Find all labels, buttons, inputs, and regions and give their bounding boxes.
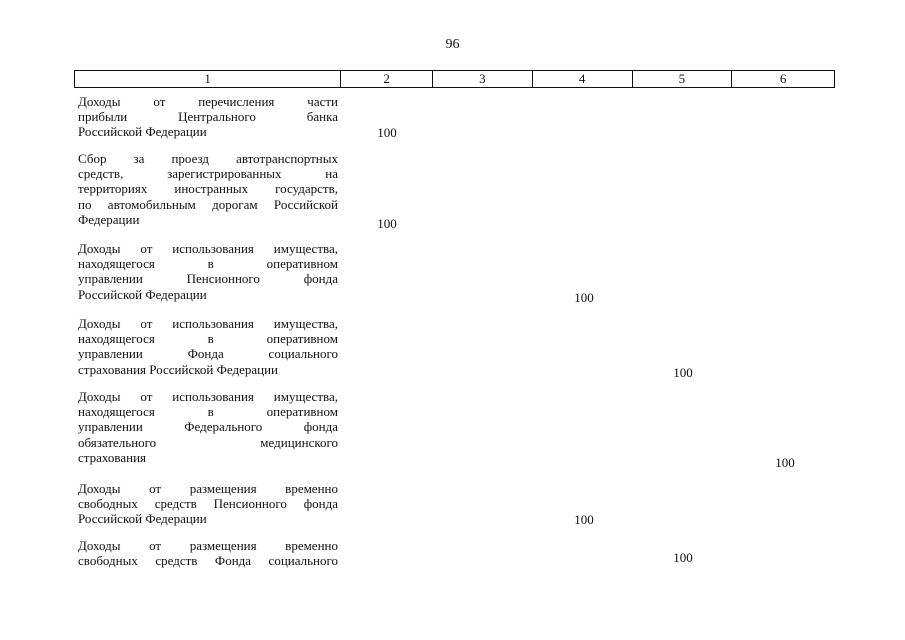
description-line: свободных средств Пенсионного фонда (78, 496, 338, 512)
description-line: свободных средств Фонда социального (78, 553, 338, 569)
row-description (78, 538, 338, 568)
description-line: страхования (78, 449, 147, 465)
description-line: управлении Федерального фонда (78, 419, 338, 435)
page-number: 96 (445, 37, 460, 52)
row-value: 100 (574, 290, 594, 305)
description-line: территориях иностранных государств, (78, 181, 338, 197)
column-header-5: 5 (633, 71, 733, 87)
description-line: Доходы от размещения временно (78, 481, 338, 496)
description-line: обязательного медицинского (78, 434, 338, 450)
description-line: Федерации (78, 211, 140, 227)
table-header (74, 70, 835, 88)
description-line: находящегося в оперативном (78, 404, 338, 420)
description-line: Доходы от использования имущества, (78, 241, 338, 256)
description-line: управлении Фонда социального (78, 346, 338, 362)
description-line: прибыли Центрального банка (78, 109, 338, 125)
row-description (78, 316, 338, 377)
row-value: 100 (673, 550, 693, 565)
description-line: по автомобильным дорогам Российской (78, 196, 338, 212)
description-line: Доходы от размещения временно (78, 538, 338, 553)
description-line: Сбор за проезд автотранспортных (78, 151, 338, 166)
row-value: 100 (775, 455, 795, 470)
description-line: Доходы от использования имущества, (78, 389, 338, 404)
column-header-2: 2 (341, 71, 433, 87)
row-description (78, 94, 338, 140)
column-header-3: 3 (433, 71, 533, 87)
description-line: Доходы от перечисления части (78, 94, 338, 109)
description-line: Российской Федерации (78, 511, 207, 527)
description-line: Доходы от использования имущества, (78, 316, 338, 331)
column-header-4: 4 (533, 71, 633, 87)
row-value: 100 (673, 365, 693, 380)
column-header-1: 1 (75, 71, 341, 87)
description-line: Российской Федерации (78, 286, 207, 302)
description-line: страхования Российской Федерации (78, 361, 278, 377)
row-description (78, 389, 338, 465)
row-description (78, 151, 338, 227)
description-line: Российской Федерации (78, 124, 207, 140)
description-line: управлении Пенсионного фонда (78, 271, 338, 287)
description-line: находящегося в оперативном (78, 331, 338, 347)
row-value: 100 (574, 512, 594, 527)
description-line: находящегося в оперативном (78, 256, 338, 272)
row-value: 100 (377, 216, 397, 231)
row-value: 100 (377, 125, 397, 140)
column-header-6: 6 (779, 71, 787, 86)
row-description (78, 241, 338, 302)
description-line: средств, зарегистрированных на (78, 166, 338, 182)
row-description (78, 481, 338, 527)
